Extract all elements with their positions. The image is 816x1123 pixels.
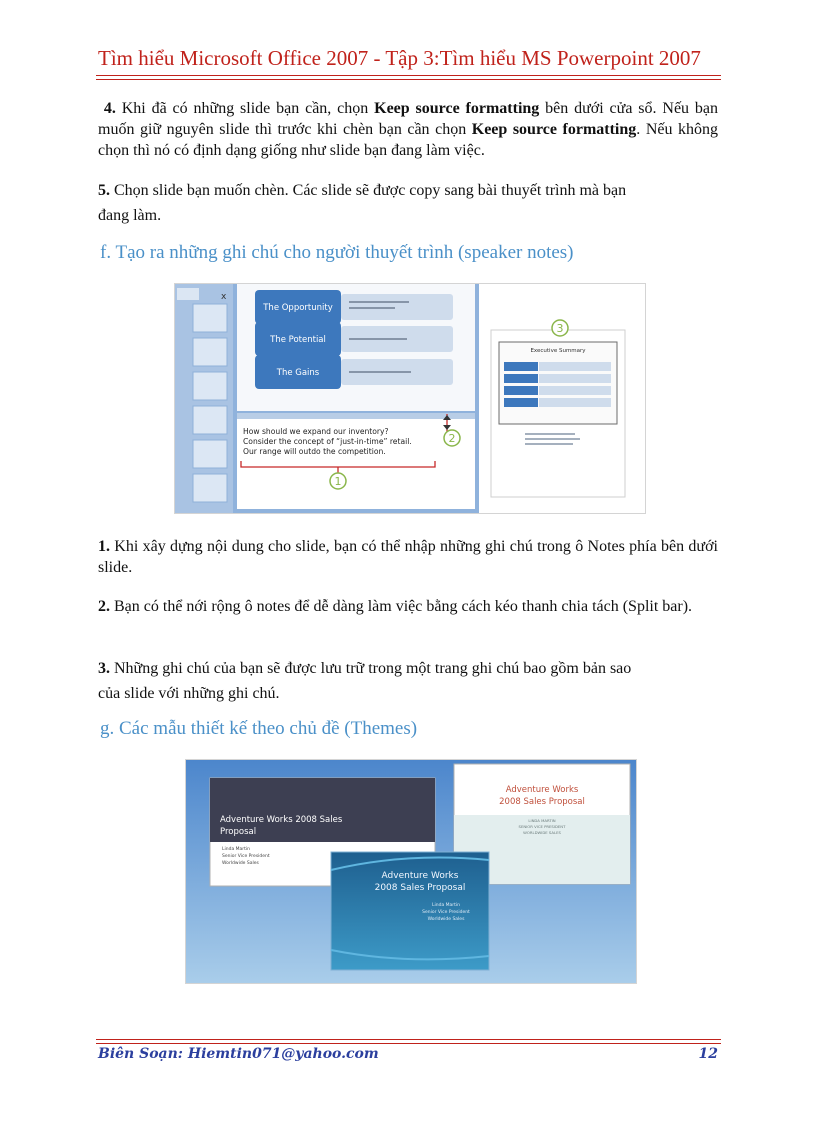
callout-2-label: 2	[448, 432, 456, 445]
slide-a-title-1: Adventure Works 2008 Sales	[220, 815, 343, 825]
figure-speaker-notes	[174, 283, 646, 514]
section-heading-themes: g. Các mẫu thiết kế theo chủ đề (Themes)	[100, 718, 418, 739]
list-item-1	[98, 536, 718, 578]
para-text: Khi đã có những slide bạn cần, chọn	[115, 100, 375, 117]
slide-box-opportunity-label: The Opportunity	[263, 303, 333, 313]
slide-c-title-2: 2008 Sales Proposal	[374, 883, 466, 893]
slide-a-sub-2: Senior Vice President	[222, 854, 270, 859]
callout-3-label: 3	[556, 322, 564, 335]
slide-c-sub-2: Senior Vice President	[422, 910, 470, 915]
footer-author: Biên Soạn: Hiemtin071@yahoo.com	[98, 1046, 379, 1062]
section-heading-speaker-notes: f. Tạo ra những ghi chú cho người thuyết trình (speaker notes)	[100, 242, 574, 263]
item-number: 3.	[98, 660, 110, 677]
slide-box-gains-label: The Gains	[276, 368, 320, 378]
figure-themes	[185, 759, 637, 984]
notes-line-1: How should we expand our inventory?	[243, 427, 389, 436]
paragraph-step-5	[98, 178, 718, 228]
page-number: 12	[698, 1046, 718, 1062]
list-item-2	[98, 596, 718, 617]
step-number: 5.	[98, 182, 110, 199]
item-text: Những ghi chú của bạn sẽ được lưu trữ trong một trang ghi chú bao gồm bản sao	[110, 660, 632, 677]
para-text: Chọn slide bạn muốn chèn. Các slide sẽ được copy sang bài thuyết trình mà bạn	[110, 182, 627, 199]
bold-keep-source-formatting: Keep source formatting	[374, 100, 540, 117]
speaker-notes-illustration	[175, 284, 645, 513]
item-text: của slide với những ghi chú.	[98, 685, 280, 702]
slide-b-title-1: Adventure Works	[505, 785, 579, 795]
notes-line-2: Consider the concept of “just-in-time” retail.	[243, 437, 412, 446]
callout-1-label: 1	[334, 475, 342, 488]
bold-keep-source-formatting: Keep source formatting	[471, 121, 637, 138]
item-number: 1.	[98, 538, 110, 555]
slide-box-potential-label: The Potential	[270, 335, 326, 345]
slide-b-sub-2: SENIOR VICE PRESIDENT	[518, 824, 566, 829]
slide-b-title-2: 2008 Sales Proposal	[499, 797, 585, 807]
para-text: đang làm.	[98, 207, 162, 224]
paragraph-step-4	[98, 98, 718, 161]
themes-illustration	[186, 760, 636, 983]
item-text: Bạn có thể nới rộng ô notes để dễ dàng làm việc bằng cách kéo thanh chia tách (Split bar).	[110, 598, 693, 615]
item-text: Khi xây dựng nội dung cho slide, bạn có thể nhập những ghi chú trong ô Notes phía bên dưới slide.	[98, 538, 718, 576]
notes-line-3: Our range will outdo the competition.	[243, 447, 386, 456]
header-rule-second	[96, 79, 721, 80]
slide-a-sub-1: Linda Martin	[222, 847, 251, 852]
footer-rule-second	[96, 1043, 721, 1044]
close-icon: x	[221, 292, 227, 302]
footer-rule	[96, 1039, 721, 1040]
notes-page-title: Executive Summary	[530, 348, 586, 354]
item-number: 2.	[98, 598, 110, 615]
slide-c-sub-1: Linda Martin	[431, 903, 461, 908]
step-number: 4.	[103, 100, 116, 117]
split-bar	[237, 413, 475, 419]
slide-b-sub-3: WORLDWIDE SALES	[523, 830, 561, 835]
slide-a-title-2: Proposal	[220, 827, 257, 837]
para-text: bên dưới cửa sổ. Nếu bạn muốn giữ nguyên slide thì trước khi chèn bạn cần chọn	[98, 100, 719, 138]
list-item-3	[98, 656, 718, 706]
slide-c-title-1: Adventure Works	[381, 871, 459, 881]
page-header-title: Tìm hiểu Microsoft Office 2007 - Tập 3:Tìm hiểu MS Powerpoint 2007	[98, 46, 701, 70]
slide-c-sub-3: Worldwide Sales	[427, 917, 465, 922]
slide-b-sub-1: LINDA MARTIN	[528, 818, 556, 823]
slide-a-sub-3: Worldwide Sales	[222, 861, 259, 866]
para-text: . Nếu không chọn thì nó có định dạng giống như slide bạn đang làm việc.	[98, 121, 719, 159]
header-rule	[96, 75, 721, 76]
